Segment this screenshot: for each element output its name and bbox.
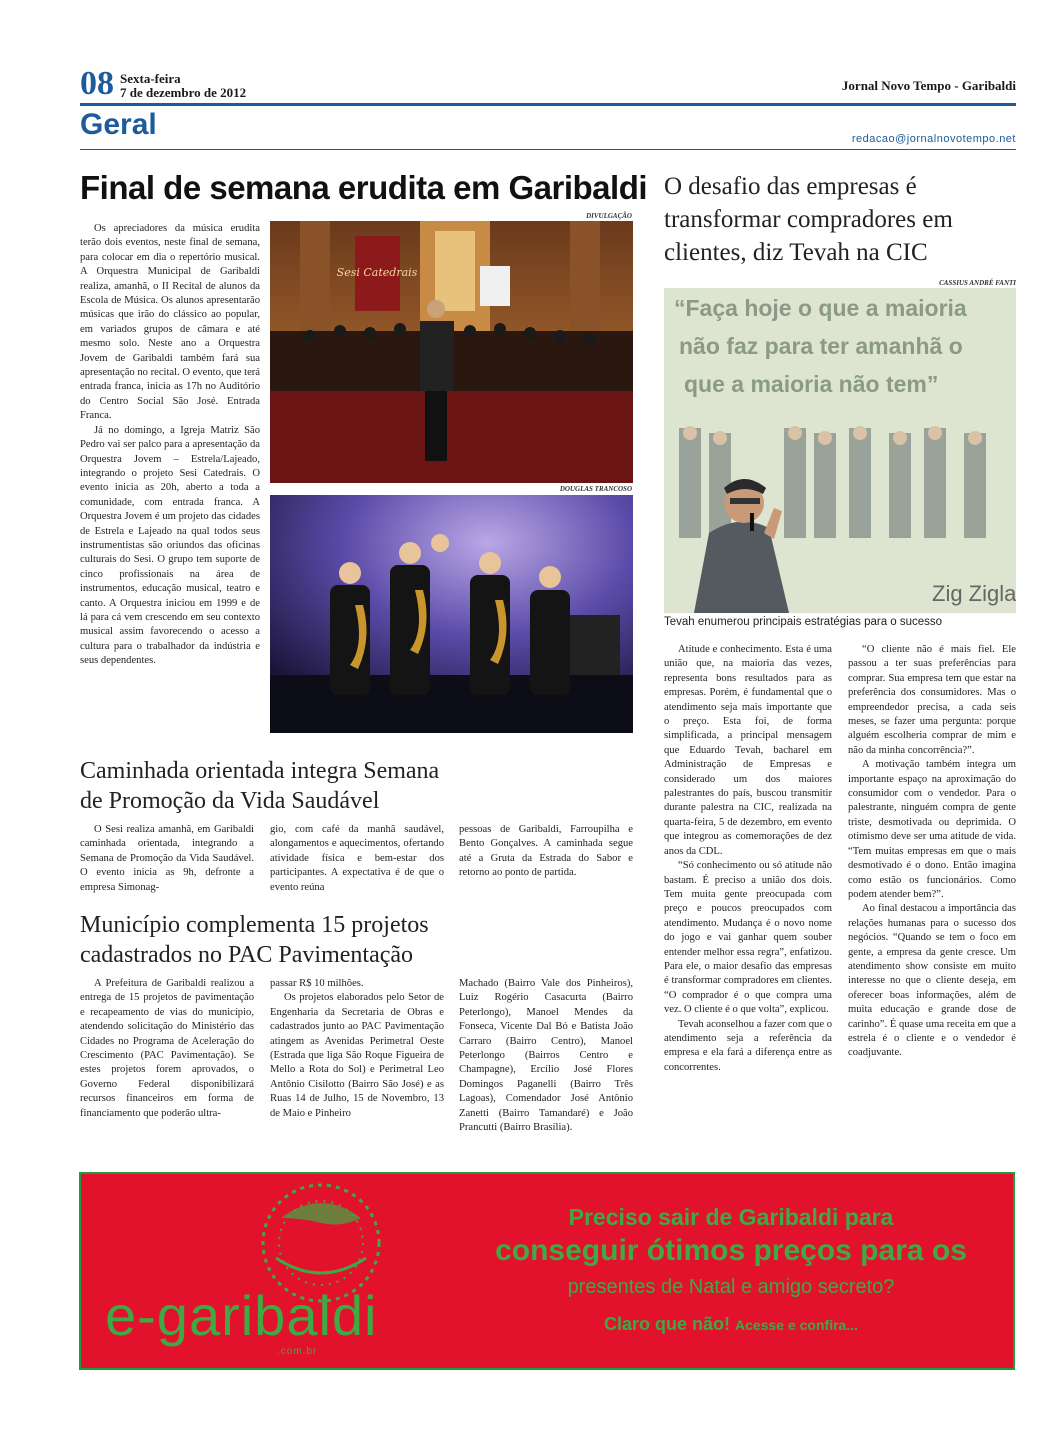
ad-logo-domain: .com.br [277,1346,318,1357]
ad-line4-main: Claro que não! [604,1314,731,1334]
photo3-caption: Tevah enumerou principais estratégias para o sucesso [664,616,943,628]
article3-headline-line2: cadastrados no PAC Pavimentação [80,942,414,968]
article2-headline [80,756,640,816]
article1-paragraph: Os apreciadores da música erudita terão dois eventos, neste final de semana, para colocar em dia o repertório musical. A Orquestra Municipal de Garibaldi realiza, amanhã, o II Recital de alunos da Escola de Música. Os alunos apresentarão músicas que irão do clássico ao popular, em variados grupos de câmara e até mesmo solo. Neste ano a Orquestra Jovem de Garibaldi também fará sua apresentação no recital. O evento, que terá entrada franca, inicia as 17h no Auditório do Centro Social São José. Entrada Franca. [80,223,261,422]
jazz-orchestra-photo [270,495,633,733]
article3-col3 [459,977,633,1135]
article4-paragraph: A motivação também integra um importante espaço na aproximação do consumidor com o vendedor. Para o palestrante, ninguém compra de gente triste, desmotivada ou deprimida. O otimismo deve ser uma atitude de vida. “Tem muitas empresas em que o mais desmotivado é o dono. Então imagina como estão os funcionários. Como podem atender bem?”. [848,759,1016,900]
date: 7 de dezembro de 2012 [120,85,247,100]
article4-col1 [664,643,832,1075]
article1-headline: Final de semana erudita em Garibaldi [80,169,648,206]
article2-col1 [80,823,254,895]
photo1-credit: DIVULGAÇÃO [586,212,632,220]
photo3-credit: CASSIUS ANDRÉ FANTI [939,279,1016,287]
article4-headline-line3: clientes, diz Tevah na CIC [664,239,928,266]
article2-col1-text: O Sesi realiza amanhã, em Garibaldi caminhada orientada, integrando a Semana de Promoção da Vida Saudável. O evento inicia as 9h, defronte a empresa Simonag- [80,824,254,893]
article3-headline-line1: Município complementa 15 projetos [80,912,429,938]
article3-col3-text: Machado (Bairro Vale dos Pinheiros), Luiz Rogério Casacurta (Bairro Peterlongo), Manoel Mendes da Fonseca, Vicente Dal Bó e Batista João Carraro (Bairro Centro), Manoel Peterlongo (Bairros Centro e Champagne), Ercílio José Flores Domingos Paganelli (Bairro Três Lagoas), Comendador José Antônio Zanetti (Bairro Tamandaré) e João Prancutti (Bairro Brasília). [459,978,633,1134]
article1-paragraph: Já no domingo, a Igreja Matriz São Pedro vai ser palco para a apresentação da Orquestra Jovem – Estrela/Lajeado, integrando o projeto Sesi Catedrais. O evento inicia as 20h, aberto a toda a comunidade, com entrada franca. A Orquestra Jovem é um projeto das cidades de Estrela e Lajeado na qual todos seus instrumentistas são oriundos das oficinas culturais do Sesi. O grupo tem suporte de cinco profissionais na área de instrumentos, educação musical, teatro e canto. A Orquestra iniciou em 1999 e de lá para cá vem crescendo em seu contexto musical assim favorecendo o acesso a cultura para o trabalhador da indústria e seus dependentes. [80,424,260,667]
ad-line3 [451,1276,1011,1299]
article2-col2 [270,823,444,895]
section-rule [80,149,1016,150]
article4-paragraph: “O cliente não é mais fiel. Ele passou a ter suas preferências para comprar. Sua empresa tem que estar na preferência dos consumidores. Mas o empreendedor precisa, a cada seis meses, se fazer uma pergunta: porque alguém escolheria comprar de mim e não da minha concorrência?”. [848,644,1016,756]
article3-col1 [80,977,254,1121]
banner-text: Sesi Catedrais [336,266,418,279]
ad-logo: e-garibaldi [105,1284,378,1347]
orchestra-church-photo [270,221,633,483]
article4-headline [664,170,1024,269]
article4-paragraph: Tevah aconselhou a fazer com que o atendimento seja a referência da empresa e ela fará a diferença entre as concorrentes. [664,1018,832,1073]
article4-paragraph: “Só conhecimento ou só atitude não bastam. É preciso a união dos dois. Tem muita gente preocupada com preço e poucos preocupados com atendimento. Mudança é o novo nome do jogo e vai ganhar quem souber entender melhor essa regra”, enfatizou. Para ele, o maior desafio das empresas é transformar compradores em clientes. “O comprador é o que compra uma vez. O cliente é o que volta”, explicou. [664,860,832,1016]
article3-col1-text: A Prefeitura de Garibaldi realizou a entrega de 15 projetos de pavimentação e recapeamento de vias do município, atendendo solicitação do Ministério das Cidades no Programa de Aceleração do Crescimento (PAC Pavimentação). Se estes projetos forem aprovados, o Governo Federal disponibilizará recursos financeiros em forma de financiamento que poderão ultra- [80,978,254,1119]
article4-col2 [848,643,1016,1061]
ad-line3-text: presentes de Natal e amigo secreto? [567,1276,895,1298]
photo2-credit: DOUGLAS TRANCOSO [559,485,632,493]
ad-line4[interactable] [451,1314,1011,1335]
article4-paragraph: Ao final destacou a importância das relações humanas para o sucesso dos negócios. “Quando se tem o foco em gente, a empresa da gente cresce. Um atendimento show consiste em muito interesse no que o cliente deseja, em oferecer boas informações, além de muita educação e grande dose de carinho”. É quase uma receita em que a estrela é o cliente e o vendedor é coadjuvante. [848,903,1016,1059]
e-garibaldi-ad[interactable] [79,1172,1015,1370]
article4-headline-line1: O desafio das empresas é [664,173,917,200]
weekday: Sexta-feira [120,71,181,86]
article2-headline-line1: Caminhada orientada integra Semana [80,758,440,784]
article4-headline-line2: transformar compradores em [664,206,953,233]
section-title: Geral [80,108,157,141]
slide-line2: não faz para ter amanhã o [679,333,963,359]
page-number: 08 [80,65,114,102]
header-rule [80,103,1016,106]
article3-col2b-text: Os projetos elaborados pelo Setor de Engenharia da Secretaria de Obras e cadastrados junto ao PAC Pavimentação atingem as Avenidas Perimetral Oeste (Estrada que liga São Roque Figueira de Mello a Rota do Sol) e Perimetral Leo Antônio Cisilotto (Bairro São José) e as Ruas 14 de Julho, 15 de Novembro, 13 de Maio e Pinheiro [270,992,444,1119]
article2-col3 [459,823,633,881]
issue-date [120,72,246,100]
tevah-lecture-photo [664,288,1016,613]
slide-line1: “Faça hoje o que a maioria [674,295,967,321]
contact-email[interactable]: redacao@jornalnovotempo.net [851,133,1016,145]
article2-col3-text: pessoas de Garibaldi, Farroupilha e Bento Gonçalves. A caminhada segue até a Gruta da Estrada do Sabor e retorno ao ponto de partida. [459,824,633,879]
ad-line1: Preciso sair de Garibaldi para [568,1204,894,1230]
slide-corner-text: Zig Zigla [932,581,1016,606]
ad-line2: conseguir ótimos preços para os [495,1234,967,1267]
article3-col2a-text: passar R$ 10 milhões. [270,978,364,989]
article2-col2-text: gio, com café da manhã saudável, alongamentos e aquecimentos, ofertando atividade física e bem-estar dos participantes. A expectativa é de que o evento reúna [270,824,444,893]
newspaper-name: Jornal Novo Tempo - Garibaldi [841,78,1016,93]
article4-paragraph: Atitude e conhecimento. Esta é uma união que, na maioria das vezes, representa bons resultados para as empresas. Porém, é fundamental que o atendimento seja mais importante que o preço. Esta foi, de forma simplificada, a principal mensagem que Eduardo Tevah, bacharel em Administração de Empresas e considerado um dos maiores palestrantes do país, buscou transmitir durante palestra na CIC, realizada na quarta-feira, 5 de dezembro, em evento que integrou as comemorações de dez anos da CDL. [664,644,832,857]
slide-line3: que a maioria não tem” [684,371,939,397]
article3-col2 [270,977,444,1121]
article1-body [80,222,260,669]
article3-headline [80,910,640,970]
article2-headline-line2: de Promoção da Vida Saudável [80,788,380,814]
ad-line4-cta[interactable]: Acesse e confira... [735,1317,858,1333]
